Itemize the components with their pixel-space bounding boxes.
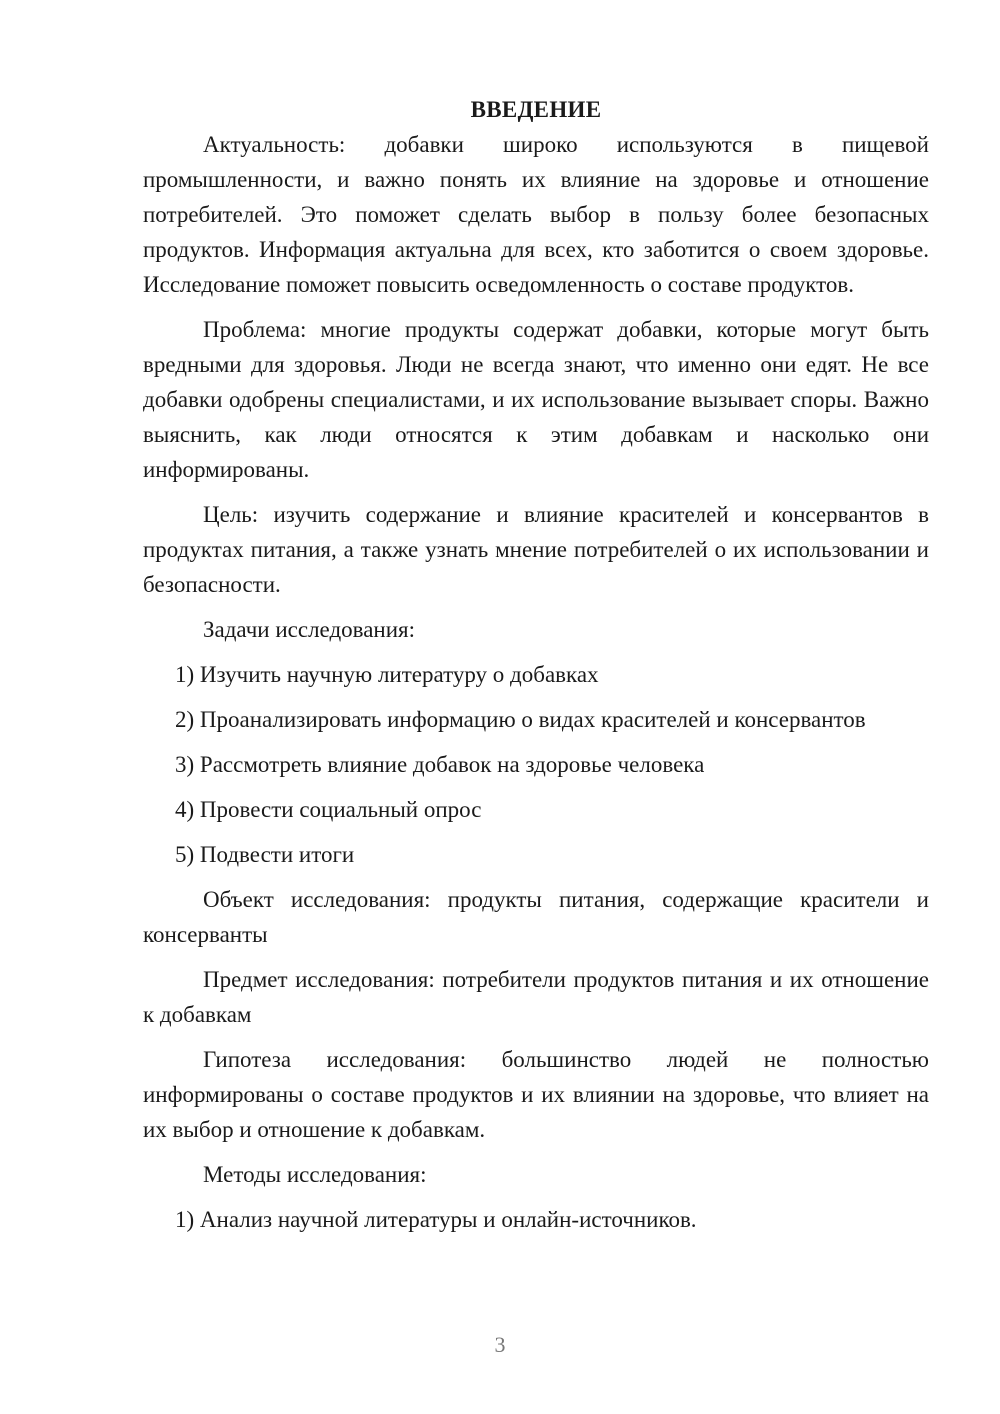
task-item-3: 3) Рассмотреть влияние добавок на здоровье человека (175, 752, 705, 777)
methods-heading: Методы исследования: (203, 1162, 427, 1187)
task-item-4: 4) Провести социальный опрос (175, 797, 482, 822)
paragraph-subject: Предмет исследования: потребители продуктов питания и их отношение к добавкам (143, 967, 929, 1027)
task-item-2: 2) Проанализировать информацию о видах красителей и консервантов (175, 707, 866, 732)
paragraph-hypothesis: Гипотеза исследования: большинство людей не полностью информированы о составе продуктов и их влиянии на здоровье, что влияет на их выбор и отношение к добавкам. (143, 1047, 929, 1142)
section-title: ВВЕДЕНИЕ (470, 97, 602, 122)
task-item-1: 1) Изучить научную литературу о добавках (175, 662, 599, 687)
page-content (143, 92, 929, 1247)
page-number: 3 (494, 1332, 506, 1357)
paragraph-goal: Цель: изучить содержание и влияние красителей и консервантов в продуктах питания, а также узнать мнение потребителей о их использовании и безопасности. (143, 502, 929, 597)
method-item-1: 1) Анализ научной литературы и онлайн-источников. (175, 1207, 697, 1232)
paragraph-problem: Проблема: многие продукты содержат добавки, которые могут быть вредными для здоровья. Люди не всегда знают, что именно они едят. Не все добавки одобрены специалистами, и их использование вызывает споры. Важно выяснить, как люди относятся к этим добавкам и насколько они информированы. (143, 317, 929, 482)
tasks-heading: Задачи исследования: (203, 617, 416, 642)
paragraph-object: Объект исследования: продукты питания, содержащие красители и консерванты (143, 887, 929, 947)
task-item-5: 5) Подвести итоги (175, 842, 355, 867)
paragraph-relevance: Актуальность: добавки широко используются в пищевой промышленности, и важно понять их влияние на здоровье и отношение потребителей. Это поможет сделать выбор в пользу более безопасных продуктов. Информация актуальна для всех, кто заботится о своем здоровье. Исследование поможет повысить осведомленность о составе продуктов. (143, 132, 929, 297)
